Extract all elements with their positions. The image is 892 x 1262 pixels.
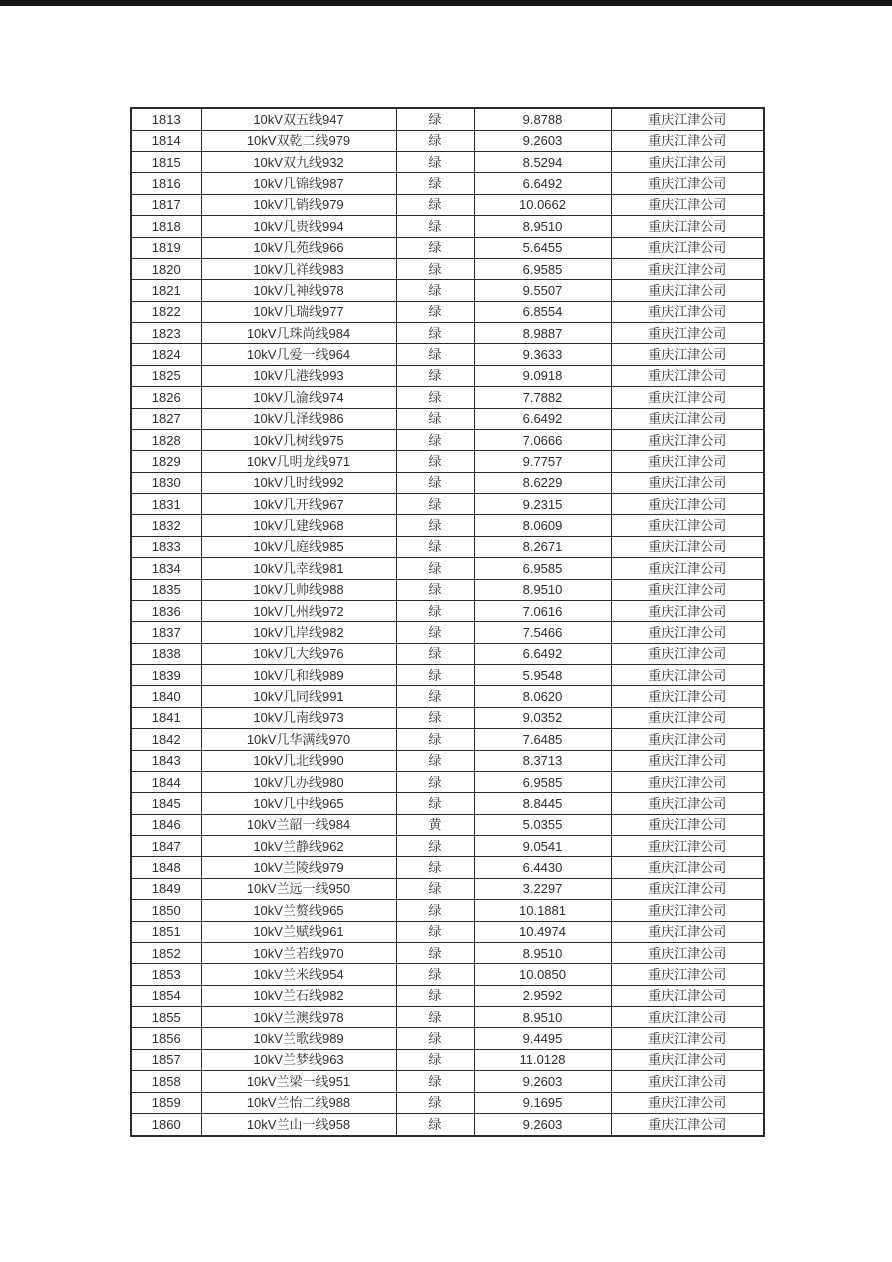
table-row bbox=[131, 387, 764, 408]
table-row bbox=[131, 1028, 764, 1049]
cell-company: 重庆江津公司 bbox=[611, 942, 764, 963]
table-row bbox=[131, 108, 764, 130]
cell-company: 重庆江津公司 bbox=[611, 237, 764, 258]
cell-line-name: 10kV几树线975 bbox=[201, 429, 396, 450]
cell-status: 黄 bbox=[396, 814, 474, 835]
cell-row-number: 1848 bbox=[131, 857, 201, 878]
cell-company: 重庆江津公司 bbox=[611, 814, 764, 835]
table-row bbox=[131, 1071, 764, 1092]
cell-company: 重庆江津公司 bbox=[611, 771, 764, 792]
table-row bbox=[131, 323, 764, 344]
cell-company: 重庆江津公司 bbox=[611, 408, 764, 429]
cell-line-name: 10kV兰若线970 bbox=[201, 942, 396, 963]
cell-line-name: 10kV几锦线987 bbox=[201, 173, 396, 194]
cell-company: 重庆江津公司 bbox=[611, 857, 764, 878]
cell-line-name: 10kV几祥线983 bbox=[201, 258, 396, 279]
table-row bbox=[131, 729, 764, 750]
cell-line-name: 10kV几销线979 bbox=[201, 194, 396, 215]
cell-company: 重庆江津公司 bbox=[611, 729, 764, 750]
cell-row-number: 1831 bbox=[131, 494, 201, 515]
cell-status: 绿 bbox=[396, 258, 474, 279]
cell-value: 8.8445 bbox=[474, 793, 611, 814]
cell-line-name: 10kV几华满线970 bbox=[201, 729, 396, 750]
cell-line-name: 10kV几渝线974 bbox=[201, 387, 396, 408]
table-row bbox=[131, 194, 764, 215]
table-row bbox=[131, 836, 764, 857]
table-row bbox=[131, 216, 764, 237]
cell-company: 重庆江津公司 bbox=[611, 921, 764, 942]
cell-row-number: 1830 bbox=[131, 472, 201, 493]
cell-line-name: 10kV几南线973 bbox=[201, 707, 396, 728]
cell-row-number: 1858 bbox=[131, 1071, 201, 1092]
cell-line-name: 10kV兰梁一线951 bbox=[201, 1071, 396, 1092]
cell-row-number: 1836 bbox=[131, 600, 201, 621]
cell-company: 重庆江津公司 bbox=[611, 451, 764, 472]
cell-value: 8.9510 bbox=[474, 1007, 611, 1028]
table-row bbox=[131, 1113, 764, 1136]
cell-company: 重庆江津公司 bbox=[611, 665, 764, 686]
cell-company: 重庆江津公司 bbox=[611, 1071, 764, 1092]
cell-value: 10.1881 bbox=[474, 900, 611, 921]
cell-value: 9.5507 bbox=[474, 280, 611, 301]
cell-company: 重庆江津公司 bbox=[611, 900, 764, 921]
table-row bbox=[131, 344, 764, 365]
cell-value: 9.8788 bbox=[474, 108, 611, 130]
cell-line-name: 10kV兰梦线963 bbox=[201, 1049, 396, 1070]
cell-line-name: 10kV几建线968 bbox=[201, 515, 396, 536]
cell-line-name: 10kV几爱一线964 bbox=[201, 344, 396, 365]
cell-line-name: 10kV兰米线954 bbox=[201, 964, 396, 985]
cell-line-name: 10kV几中线965 bbox=[201, 793, 396, 814]
cell-status: 绿 bbox=[396, 1007, 474, 1028]
top-border-bar bbox=[0, 0, 892, 6]
cell-company: 重庆江津公司 bbox=[611, 1049, 764, 1070]
table-row bbox=[131, 878, 764, 899]
cell-value: 11.0128 bbox=[474, 1049, 611, 1070]
cell-line-name: 10kV几和线989 bbox=[201, 665, 396, 686]
cell-company: 重庆江津公司 bbox=[611, 985, 764, 1006]
cell-line-name: 10kV几明龙线971 bbox=[201, 451, 396, 472]
cell-line-name: 10kV兰韶一线984 bbox=[201, 814, 396, 835]
cell-company: 重庆江津公司 bbox=[611, 622, 764, 643]
cell-company: 重庆江津公司 bbox=[611, 1028, 764, 1049]
cell-status: 绿 bbox=[396, 857, 474, 878]
cell-value: 10.0850 bbox=[474, 964, 611, 985]
cell-row-number: 1816 bbox=[131, 173, 201, 194]
cell-row-number: 1859 bbox=[131, 1092, 201, 1113]
cell-value: 8.0609 bbox=[474, 515, 611, 536]
cell-row-number: 1850 bbox=[131, 900, 201, 921]
cell-company: 重庆江津公司 bbox=[611, 323, 764, 344]
cell-value: 8.9510 bbox=[474, 216, 611, 237]
cell-line-name: 10kV双九线932 bbox=[201, 152, 396, 173]
cell-value: 9.2603 bbox=[474, 1113, 611, 1136]
cell-row-number: 1829 bbox=[131, 451, 201, 472]
cell-row-number: 1849 bbox=[131, 878, 201, 899]
cell-company: 重庆江津公司 bbox=[611, 600, 764, 621]
cell-company: 重庆江津公司 bbox=[611, 964, 764, 985]
table-row bbox=[131, 237, 764, 258]
cell-value: 8.2671 bbox=[474, 536, 611, 557]
cell-line-name: 10kV几珠尚线984 bbox=[201, 323, 396, 344]
cell-company: 重庆江津公司 bbox=[611, 1092, 764, 1113]
cell-value: 9.3633 bbox=[474, 344, 611, 365]
cell-company: 重庆江津公司 bbox=[611, 750, 764, 771]
cell-status: 绿 bbox=[396, 964, 474, 985]
cell-status: 绿 bbox=[396, 408, 474, 429]
cell-status: 绿 bbox=[396, 301, 474, 322]
cell-company: 重庆江津公司 bbox=[611, 387, 764, 408]
cell-value: 8.3713 bbox=[474, 750, 611, 771]
cell-line-name: 10kV几岸线982 bbox=[201, 622, 396, 643]
cell-status: 绿 bbox=[396, 921, 474, 942]
cell-company: 重庆江津公司 bbox=[611, 280, 764, 301]
cell-row-number: 1846 bbox=[131, 814, 201, 835]
cell-line-name: 10kV几泽线986 bbox=[201, 408, 396, 429]
cell-row-number: 1821 bbox=[131, 280, 201, 301]
table-row bbox=[131, 771, 764, 792]
cell-status: 绿 bbox=[396, 515, 474, 536]
cell-row-number: 1847 bbox=[131, 836, 201, 857]
cell-status: 绿 bbox=[396, 558, 474, 579]
cell-row-number: 1845 bbox=[131, 793, 201, 814]
cell-line-name: 10kV几港线993 bbox=[201, 365, 396, 386]
cell-company: 重庆江津公司 bbox=[611, 365, 764, 386]
cell-row-number: 1820 bbox=[131, 258, 201, 279]
cell-row-number: 1822 bbox=[131, 301, 201, 322]
cell-value: 10.0662 bbox=[474, 194, 611, 215]
cell-status: 绿 bbox=[396, 1028, 474, 1049]
cell-status: 绿 bbox=[396, 216, 474, 237]
cell-row-number: 1824 bbox=[131, 344, 201, 365]
cell-status: 绿 bbox=[396, 472, 474, 493]
cell-row-number: 1833 bbox=[131, 536, 201, 557]
cell-company: 重庆江津公司 bbox=[611, 494, 764, 515]
cell-value: 6.6492 bbox=[474, 173, 611, 194]
cell-status: 绿 bbox=[396, 237, 474, 258]
table-row bbox=[131, 600, 764, 621]
cell-value: 3.2297 bbox=[474, 878, 611, 899]
cell-line-name: 10kV几办线980 bbox=[201, 771, 396, 792]
cell-line-name: 10kV兰静线962 bbox=[201, 836, 396, 857]
cell-company: 重庆江津公司 bbox=[611, 173, 764, 194]
cell-value: 6.4430 bbox=[474, 857, 611, 878]
cell-value: 9.0352 bbox=[474, 707, 611, 728]
cell-status: 绿 bbox=[396, 707, 474, 728]
cell-row-number: 1825 bbox=[131, 365, 201, 386]
table-row bbox=[131, 942, 764, 963]
cell-value: 8.5294 bbox=[474, 152, 611, 173]
cell-status: 绿 bbox=[396, 451, 474, 472]
cell-status: 绿 bbox=[396, 494, 474, 515]
cell-line-name: 10kV几帅线988 bbox=[201, 579, 396, 600]
cell-status: 绿 bbox=[396, 643, 474, 664]
cell-line-name: 10kV兰山一线958 bbox=[201, 1113, 396, 1136]
cell-value: 8.9510 bbox=[474, 942, 611, 963]
cell-line-name: 10kV兰怡二线988 bbox=[201, 1092, 396, 1113]
cell-row-number: 1854 bbox=[131, 985, 201, 1006]
cell-status: 绿 bbox=[396, 878, 474, 899]
cell-company: 重庆江津公司 bbox=[611, 472, 764, 493]
table-row bbox=[131, 1049, 764, 1070]
cell-row-number: 1853 bbox=[131, 964, 201, 985]
cell-row-number: 1818 bbox=[131, 216, 201, 237]
table-row bbox=[131, 665, 764, 686]
cell-company: 重庆江津公司 bbox=[611, 152, 764, 173]
cell-row-number: 1852 bbox=[131, 942, 201, 963]
cell-row-number: 1851 bbox=[131, 921, 201, 942]
cell-value: 2.9592 bbox=[474, 985, 611, 1006]
table-row bbox=[131, 793, 764, 814]
cell-line-name: 10kV几神线978 bbox=[201, 280, 396, 301]
cell-row-number: 1814 bbox=[131, 130, 201, 151]
cell-row-number: 1835 bbox=[131, 579, 201, 600]
cell-value: 7.0666 bbox=[474, 429, 611, 450]
cell-row-number: 1828 bbox=[131, 429, 201, 450]
cell-status: 绿 bbox=[396, 152, 474, 173]
cell-value: 6.8554 bbox=[474, 301, 611, 322]
cell-line-name: 10kV双五线947 bbox=[201, 108, 396, 130]
cell-value: 5.9548 bbox=[474, 665, 611, 686]
cell-status: 绿 bbox=[396, 323, 474, 344]
cell-line-name: 10kV几苑线966 bbox=[201, 237, 396, 258]
cell-company: 重庆江津公司 bbox=[611, 194, 764, 215]
cell-row-number: 1841 bbox=[131, 707, 201, 728]
cell-row-number: 1834 bbox=[131, 558, 201, 579]
cell-value: 6.6492 bbox=[474, 643, 611, 664]
cell-line-name: 10kV几大线976 bbox=[201, 643, 396, 664]
cell-status: 绿 bbox=[396, 536, 474, 557]
table-row bbox=[131, 857, 764, 878]
table-row bbox=[131, 536, 764, 557]
table-row bbox=[131, 579, 764, 600]
table-row bbox=[131, 472, 764, 493]
cell-company: 重庆江津公司 bbox=[611, 216, 764, 237]
cell-status: 绿 bbox=[396, 622, 474, 643]
cell-company: 重庆江津公司 bbox=[611, 130, 764, 151]
cell-status: 绿 bbox=[396, 130, 474, 151]
cell-status: 绿 bbox=[396, 1092, 474, 1113]
cell-company: 重庆江津公司 bbox=[611, 1113, 764, 1136]
cell-row-number: 1842 bbox=[131, 729, 201, 750]
cell-status: 绿 bbox=[396, 1113, 474, 1136]
cell-company: 重庆江津公司 bbox=[611, 258, 764, 279]
cell-status: 绿 bbox=[396, 729, 474, 750]
cell-value: 7.5466 bbox=[474, 622, 611, 643]
cell-line-name: 10kV兰陵线979 bbox=[201, 857, 396, 878]
cell-line-name: 10kV双乾二线979 bbox=[201, 130, 396, 151]
cell-value: 6.9585 bbox=[474, 558, 611, 579]
cell-status: 绿 bbox=[396, 942, 474, 963]
cell-line-name: 10kV兰石线982 bbox=[201, 985, 396, 1006]
cell-row-number: 1827 bbox=[131, 408, 201, 429]
cell-value: 9.1695 bbox=[474, 1092, 611, 1113]
cell-status: 绿 bbox=[396, 665, 474, 686]
cell-value: 7.0616 bbox=[474, 600, 611, 621]
table-row bbox=[131, 814, 764, 835]
cell-line-name: 10kV几开线967 bbox=[201, 494, 396, 515]
cell-company: 重庆江津公司 bbox=[611, 793, 764, 814]
table-body bbox=[131, 108, 764, 1136]
cell-company: 重庆江津公司 bbox=[611, 707, 764, 728]
cell-row-number: 1855 bbox=[131, 1007, 201, 1028]
table-row bbox=[131, 622, 764, 643]
cell-row-number: 1823 bbox=[131, 323, 201, 344]
cell-status: 绿 bbox=[396, 985, 474, 1006]
cell-status: 绿 bbox=[396, 771, 474, 792]
table-row bbox=[131, 280, 764, 301]
cell-company: 重庆江津公司 bbox=[611, 536, 764, 557]
table-row bbox=[131, 130, 764, 151]
cell-value: 9.0918 bbox=[474, 365, 611, 386]
cell-status: 绿 bbox=[396, 173, 474, 194]
cell-line-name: 10kV兰赘线965 bbox=[201, 900, 396, 921]
cell-status: 绿 bbox=[396, 108, 474, 130]
cell-value: 9.0541 bbox=[474, 836, 611, 857]
cell-line-name: 10kV几贵线994 bbox=[201, 216, 396, 237]
cell-company: 重庆江津公司 bbox=[611, 108, 764, 130]
cell-company: 重庆江津公司 bbox=[611, 558, 764, 579]
cell-value: 6.6492 bbox=[474, 408, 611, 429]
cell-company: 重庆江津公司 bbox=[611, 344, 764, 365]
cell-row-number: 1826 bbox=[131, 387, 201, 408]
table-row bbox=[131, 494, 764, 515]
table-row bbox=[131, 301, 764, 322]
cell-value: 8.9887 bbox=[474, 323, 611, 344]
cell-status: 绿 bbox=[396, 600, 474, 621]
cell-row-number: 1857 bbox=[131, 1049, 201, 1070]
cell-line-name: 10kV几北线990 bbox=[201, 750, 396, 771]
cell-value: 5.6455 bbox=[474, 237, 611, 258]
cell-value: 7.7882 bbox=[474, 387, 611, 408]
table-row bbox=[131, 558, 764, 579]
cell-line-name: 10kV兰赋线961 bbox=[201, 921, 396, 942]
cell-line-name: 10kV兰远一线950 bbox=[201, 878, 396, 899]
table-row bbox=[131, 365, 764, 386]
cell-company: 重庆江津公司 bbox=[611, 686, 764, 707]
cell-line-name: 10kV几同线991 bbox=[201, 686, 396, 707]
cell-company: 重庆江津公司 bbox=[611, 836, 764, 857]
cell-value: 8.9510 bbox=[474, 579, 611, 600]
power-line-table bbox=[130, 107, 765, 1137]
cell-row-number: 1838 bbox=[131, 643, 201, 664]
cell-row-number: 1844 bbox=[131, 771, 201, 792]
table-row bbox=[131, 152, 764, 173]
cell-status: 绿 bbox=[396, 280, 474, 301]
cell-line-name: 10kV几瑞线977 bbox=[201, 301, 396, 322]
table-row bbox=[131, 1007, 764, 1028]
cell-value: 9.2315 bbox=[474, 494, 611, 515]
cell-company: 重庆江津公司 bbox=[611, 429, 764, 450]
cell-status: 绿 bbox=[396, 579, 474, 600]
cell-line-name: 10kV兰歌线989 bbox=[201, 1028, 396, 1049]
cell-company: 重庆江津公司 bbox=[611, 515, 764, 536]
table-row bbox=[131, 964, 764, 985]
table-row bbox=[131, 985, 764, 1006]
table-row bbox=[131, 643, 764, 664]
cell-row-number: 1837 bbox=[131, 622, 201, 643]
cell-value: 8.6229 bbox=[474, 472, 611, 493]
cell-row-number: 1856 bbox=[131, 1028, 201, 1049]
cell-value: 9.7757 bbox=[474, 451, 611, 472]
cell-status: 绿 bbox=[396, 793, 474, 814]
cell-line-name: 10kV兰澳线978 bbox=[201, 1007, 396, 1028]
cell-value: 6.9585 bbox=[474, 771, 611, 792]
cell-line-name: 10kV几幸线981 bbox=[201, 558, 396, 579]
cell-value: 10.4974 bbox=[474, 921, 611, 942]
cell-company: 重庆江津公司 bbox=[611, 643, 764, 664]
cell-status: 绿 bbox=[396, 836, 474, 857]
cell-status: 绿 bbox=[396, 750, 474, 771]
table-row bbox=[131, 707, 764, 728]
cell-status: 绿 bbox=[396, 900, 474, 921]
cell-status: 绿 bbox=[396, 1049, 474, 1070]
table-row bbox=[131, 686, 764, 707]
table-row bbox=[131, 900, 764, 921]
cell-status: 绿 bbox=[396, 194, 474, 215]
cell-status: 绿 bbox=[396, 686, 474, 707]
cell-row-number: 1832 bbox=[131, 515, 201, 536]
cell-row-number: 1819 bbox=[131, 237, 201, 258]
cell-status: 绿 bbox=[396, 429, 474, 450]
cell-row-number: 1843 bbox=[131, 750, 201, 771]
table-row bbox=[131, 750, 764, 771]
cell-line-name: 10kV几庭线985 bbox=[201, 536, 396, 557]
cell-line-name: 10kV几时线992 bbox=[201, 472, 396, 493]
cell-company: 重庆江津公司 bbox=[611, 1007, 764, 1028]
cell-row-number: 1840 bbox=[131, 686, 201, 707]
cell-company: 重庆江津公司 bbox=[611, 301, 764, 322]
cell-value: 6.9585 bbox=[474, 258, 611, 279]
cell-row-number: 1839 bbox=[131, 665, 201, 686]
cell-row-number: 1815 bbox=[131, 152, 201, 173]
table-row bbox=[131, 451, 764, 472]
table-row bbox=[131, 515, 764, 536]
cell-line-name: 10kV几州线972 bbox=[201, 600, 396, 621]
cell-row-number: 1813 bbox=[131, 108, 201, 130]
cell-company: 重庆江津公司 bbox=[611, 579, 764, 600]
table-row bbox=[131, 921, 764, 942]
cell-value: 9.4495 bbox=[474, 1028, 611, 1049]
cell-value: 9.2603 bbox=[474, 1071, 611, 1092]
cell-status: 绿 bbox=[396, 1071, 474, 1092]
table-row bbox=[131, 1092, 764, 1113]
cell-value: 7.6485 bbox=[474, 729, 611, 750]
cell-status: 绿 bbox=[396, 365, 474, 386]
cell-company: 重庆江津公司 bbox=[611, 878, 764, 899]
cell-value: 8.0620 bbox=[474, 686, 611, 707]
table-row bbox=[131, 408, 764, 429]
table-row bbox=[131, 173, 764, 194]
cell-value: 9.2603 bbox=[474, 130, 611, 151]
cell-row-number: 1860 bbox=[131, 1113, 201, 1136]
cell-status: 绿 bbox=[396, 387, 474, 408]
cell-status: 绿 bbox=[396, 344, 474, 365]
cell-value: 5.0355 bbox=[474, 814, 611, 835]
table-row bbox=[131, 258, 764, 279]
table-row bbox=[131, 429, 764, 450]
cell-row-number: 1817 bbox=[131, 194, 201, 215]
